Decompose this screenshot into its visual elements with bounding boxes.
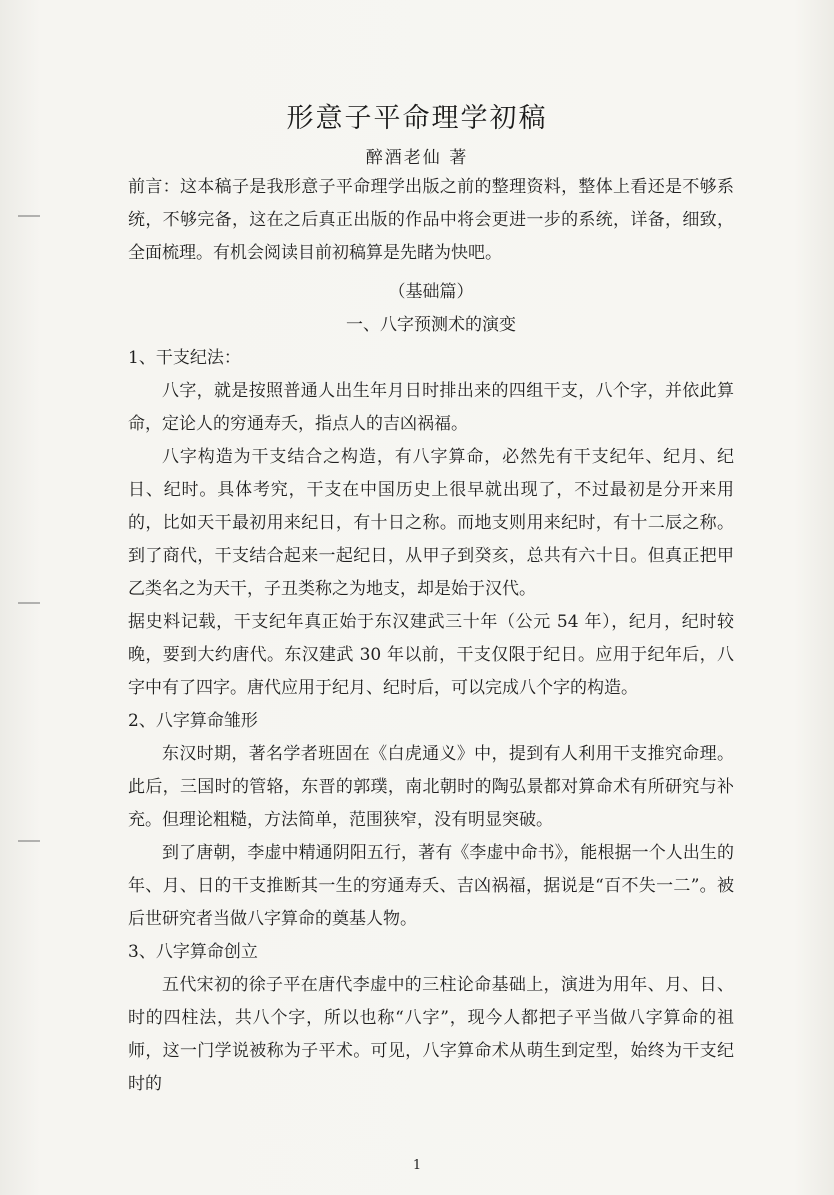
section-heading: 3、八字算命创立 — [128, 942, 258, 962]
binding-hole-mark — [18, 840, 40, 842]
binding-hole-mark — [18, 215, 40, 217]
document-body — [128, 171, 734, 1101]
section-label: （基础篇） — [388, 282, 474, 302]
chapter-title: 一、八字预测术的演变 — [346, 315, 516, 335]
body-paragraph: 五代宋初的徐子平在唐代李虚中的三柱论命基础上，演进为用年、月、日、时的四柱法，共八个字，所以也称“八字”，现今人都把子平当做八字算命的祖师，这一门学说被称为子平术。可见，八字算命术从萌生到定型，始终为干支纪时的 — [128, 975, 734, 1094]
preface-paragraph: 前言：这本稿子是我形意子平命理学出版之前的整理资料，整体上看还是不够系统，不够完备，这在之后真正出版的作品中将会更进一步的系统，详备，细致，全面梳理。有机会阅读目前初稿算是先睹为快吧。 — [128, 177, 734, 263]
body-paragraph: 八字构造为干支结合之构造，有八字算命，必然先有干支纪年、纪月、纪日、纪时。具体考究，干支在中国历史上很早就出现了，不过最初是分开来用的，比如天干最初用来纪日，有十日之称。而地支则用来纪时，有十二辰之称。到了商代，干支结合起来一起纪日，从甲子到癸亥，总共有六十日。但真正把甲乙类名之为天干，子丑类称之为地支，却是始于汉代。 — [128, 447, 734, 599]
binding-hole-mark — [18, 602, 40, 604]
section-heading: 1、干支纪法： — [128, 348, 241, 368]
body-paragraph: 到了唐朝，李虚中精通阴阳五行，著有《李虚中命书》，能根据一个人出生的年、月、日的干支推断其一生的穷通寿夭、吉凶祸福，据说是“百不失一二”。被后世研究者当做八字算命的奠基人物。 — [128, 843, 734, 929]
document-title: 形意子平命理学初稿 — [286, 103, 548, 134]
page-number: 1 — [412, 1158, 422, 1173]
body-paragraph: 八字，就是按照普通人出生年月日时排出来的四组干支，八个字，并依此算命，定论人的穷通寿夭，指点人的吉凶祸福。 — [128, 381, 734, 434]
body-paragraph: 据史料记载，干支纪年真正始于东汉建武三十年（公元 54 年），纪月，纪时较晚，要到大约唐代。东汉建武 30 年以前，干支仅限于纪日。应用于纪年后，八字中有了四字。唐代应用于纪月、纪时后，可以完成八个字的构造。 — [128, 612, 734, 698]
body-paragraph: 东汉时期，著名学者班固在《白虎通义》中，提到有人利用干支推究命理。此后，三国时的管辂，东晋的郭璞，南北朝时的陶弘景都对算命术有所研究与补充。但理论粗糙，方法简单，范围狭窄，没有明显突破。 — [128, 744, 734, 830]
section-heading: 2、八字算命雏形 — [128, 711, 258, 731]
document-author: 醉酒老仙 著 — [365, 148, 469, 168]
